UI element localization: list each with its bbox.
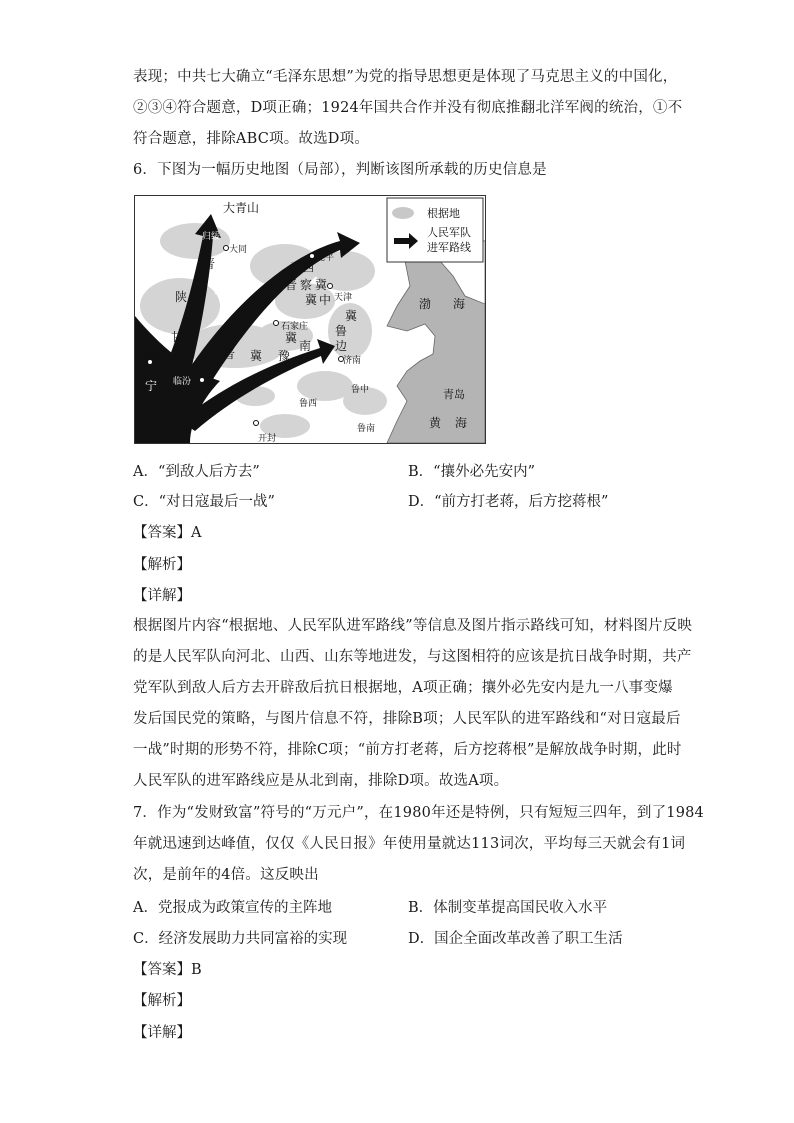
- label-shaan: 陕: [175, 290, 188, 304]
- historical-map: [134, 195, 486, 444]
- q6-detail-line-6: 人民军队的进军路线应是从北到南，排除D项。故选A项。: [133, 773, 509, 789]
- legend-route-label-1: 人民军队: [427, 226, 471, 239]
- label-yanan: 延安: [141, 349, 160, 359]
- q7-analysis-tag: 【解析】: [133, 993, 191, 1009]
- paragraph-line-1: 表现；中共七大确立“毛泽东思想”为党的指导思想更是体现了马克思主义的中国化，: [133, 69, 678, 85]
- label-jin-3: 晋: [223, 347, 236, 361]
- label-bian: 边: [335, 339, 348, 353]
- label-zhong: 中: [319, 293, 332, 307]
- label-tianjin: 天津: [334, 293, 353, 303]
- paragraph-line-3: 符合题意，排除ABC项。故选D项。: [133, 131, 370, 147]
- label-yu: 豫: [278, 349, 291, 363]
- label-nan: 南: [299, 339, 312, 353]
- q7-detail-tag: 【详解】: [133, 1025, 191, 1041]
- label-qingdao: 青岛: [443, 388, 465, 401]
- label-jin-2: 晋: [285, 278, 298, 292]
- q6-option-d: D．“前方打老蒋，后方挖蒋根”: [408, 494, 609, 510]
- q7-option-d: D．国企全面改革改善了职工生活: [408, 931, 623, 947]
- q7-option-c: C．经济发展助力共同富裕的实现: [133, 931, 348, 947]
- label-ning: 宁: [145, 379, 158, 393]
- label-kaifeng: 开封: [258, 434, 277, 443]
- legend-base-label: 根据地: [427, 207, 460, 220]
- label-sui: 绥: [214, 284, 225, 297]
- label-ji-3: 冀: [305, 293, 318, 307]
- label-luxi: 鲁西: [299, 399, 318, 409]
- label-ping: 平: [290, 261, 301, 274]
- label-jin: 晋: [203, 257, 216, 271]
- legend-route-label-2: 进军路线: [427, 241, 471, 254]
- q6-option-c: C．“对日寇最后一战”: [133, 494, 275, 510]
- label-ji-5: 冀: [285, 331, 298, 345]
- q6-option-b: B．“攘外必先安内”: [408, 464, 535, 480]
- q7-stem-line-1: 7．作为“发财致富”符号的“万元户”，在1980年还是特例，只有短短三四年，到了1984: [133, 805, 704, 821]
- q6-option-a: A．“到敌人后方去”: [133, 464, 260, 480]
- label-luzhong: 鲁中: [351, 385, 370, 395]
- label-datong: 大同: [229, 245, 248, 255]
- q6-detail-tag: 【详解】: [133, 588, 191, 604]
- q6-analysis-tag: 【解析】: [133, 557, 191, 573]
- label-hai: 海: [453, 297, 466, 311]
- label-ji-6: 冀: [250, 349, 263, 363]
- label-jinan: 济南: [343, 356, 362, 366]
- label-bohai: 渤: [419, 297, 432, 311]
- q7-option-b: B．体制变革提高国民收入水平: [408, 900, 608, 916]
- label-hai-2: 海: [455, 416, 468, 430]
- legend-base-swatch: [392, 207, 414, 219]
- label-daqingshan: 大青山: [223, 201, 260, 215]
- label-lunan: 鲁南: [357, 424, 376, 434]
- question-6-stem: 6．下图为一幅历史地图（局部），判断该图所承载的历史信息是: [133, 162, 547, 178]
- label-beiping: 北平: [316, 253, 335, 263]
- label-suisui: 归绥: [202, 232, 221, 242]
- q6-detail-line-2: 的是人民军队向河北、山西、山东等地进发，与这图相符的应该是抗日战争时期，共产: [133, 649, 692, 665]
- label-gan: 甘: [171, 330, 184, 344]
- label-shijiazhuang: 石家庄: [281, 322, 309, 332]
- q6-detail-line-5: 一战”时期的形势不符，排除C项；“前方打老蒋，后方挖蒋根”是解放战争时期，此时: [133, 742, 682, 758]
- label-ji-4: 冀: [345, 309, 358, 323]
- label-linfen: 临汾: [173, 377, 192, 387]
- label-lu: 鲁: [335, 324, 348, 338]
- q7-answer: 【答案】B: [133, 962, 202, 978]
- q6-detail-line-1: 根据图片内容“根据地、人民军队进军路线”等信息及图片指示路线可知，材料图片反映: [133, 618, 693, 634]
- q6-answer: 【答案】A: [133, 525, 202, 541]
- label-xi: 西: [303, 261, 314, 274]
- q6-detail-line-4: 发后国民党的策略，与图片信息不符，排除B项；人民军队的进军路线和“对日寇最后: [133, 711, 681, 727]
- q7-stem-line-3: 次，是前年的4倍。这反映出: [133, 867, 319, 883]
- label-ji-2: 冀: [315, 278, 328, 292]
- map-graphic: [135, 196, 485, 443]
- q7-option-a: A．党报成为政策宣传的主阵地: [133, 900, 332, 916]
- q7-stem-line-2: 年就迅速到达峰值，仅仅《人民日报》年使用量就达113词次，平均每三天就会有1词: [133, 836, 686, 852]
- paragraph-line-2: ②③④符合题意，D项正确；1924年国共合作并没有彻底推翻北洋军阀的统治，①不: [133, 100, 683, 116]
- q6-detail-line-3: 党军队到敌人后方去开辟敌后抗日根据地，A项正确；攘外必先安内是九一八事变爆: [133, 680, 673, 696]
- label-huang: 黄: [429, 416, 442, 430]
- label-cha: 察: [300, 278, 313, 292]
